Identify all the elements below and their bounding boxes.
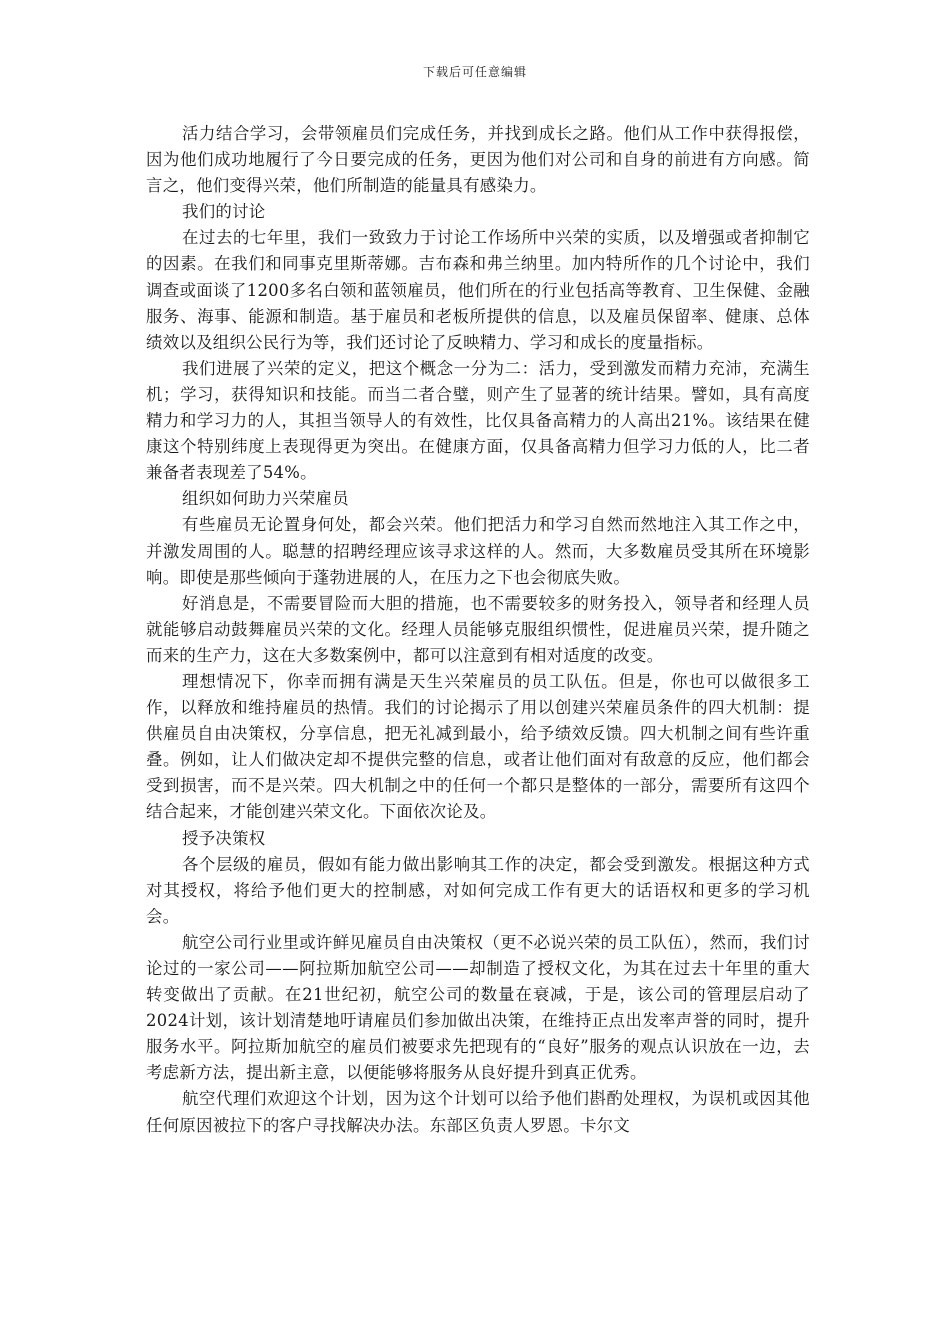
section-heading: 授予决策权 bbox=[182, 828, 266, 848]
paragraph: 航空公司行业里或许鲜见雇员自由决策权（更不必说兴荣的员工队伍），然而，我们讨论过的一家公司——阿拉斯加航空公司——却制造了授权文化，为其在过去十年里的重大转变做出了贡献。在21世纪初，航空公司的数量在衰减，于是，该公司的管理层启动了2024计划，该计划清楚地吁请雇员们参加做出决策，在维持正点出发率声誉的同时，提升服务水平。阿拉斯加航空的雇员们被要求先把现有的“良好”服务的观点认识放在一边，去考虑新方法，提出新主意，以便能够将服务从良好提升到真正优秀。 bbox=[146, 932, 810, 1083]
page-header: 下载后可任意编辑 bbox=[422, 65, 527, 79]
paragraph: 航空代理们欢迎这个计划，因为这个计划可以给予他们斟酌处理权，为误机或因其他任何原因被拉下的客户寻找解决办法。东部区负责人罗恩。卡尔文 bbox=[146, 1089, 810, 1135]
paragraph: 有些雇员无论置身何处，都会兴荣。他们把活力和学习自然而然地注入其工作之中，并激发周围的人。聪慧的招聘经理应该寻求这样的人。然而，大多数雇员受其所在环境影响。即使是那些倾向于蓬勃进展的人，在压力之下也会彻底失败。 bbox=[146, 515, 810, 587]
paragraph: 活力结合学习，会带领雇员们完成任务，并找到成长之路。他们从工作中获得报偿，因为他们成功地履行了今日要完成的任务，更因为他们对公司和自身的前进有方向感。简言之，他们变得兴荣，他们所制造的能量具有感染力。 bbox=[146, 124, 810, 196]
paragraph: 在过去的七年里，我们一致致力于讨论工作场所中兴荣的实质，以及增强或者抑制它的因素。在我们和同事克里斯蒂娜。吉布森和弗兰纳里。加内特所作的几个讨论中，我们调查或面谈了1200多名白领和蓝领雇员，他们所在的行业包括高等教育、卫生保健、金融服务、海事、能源和制造。基于雇员和老板所提供的信息，以及雇员保留率、健康、总体绩效以及组织公民行为等，我们还讨论了反映精力、学习和成长的度量指标。 bbox=[146, 228, 810, 352]
paragraph: 理想情况下，你幸而拥有满是天生兴荣雇员的员工队伍。但是，你也可以做很多工作，以释放和维持雇员的热情。我们的讨论揭示了用以创建兴荣雇员条件的四大机制：提供雇员自由决策权，分享信息，把无礼减到最小，给予绩效反馈。四大机制之间有些许重叠。例如，让人们做决定却不提供完整的信息，或者让他们面对有敌意的反应，他们都会受到损害，而不是兴荣。四大机制之中的任何一个都只是整体的一部分，需要所有这四个结合起来，才能创建兴荣文化。下面依次论及。 bbox=[146, 671, 810, 822]
section-heading: 组织如何助力兴荣雇员 bbox=[182, 489, 349, 509]
document-body bbox=[146, 121, 810, 1139]
paragraph: 各个层级的雇员，假如有能力做出影响其工作的决定，都会受到激发。根据这种方式对其授权，将给予他们更大的控制感，对如何完成工作有更大的话语权和更多的学习机会。 bbox=[146, 854, 810, 926]
paragraph: 好消息是，不需要冒险而大胆的措施，也不需要较多的财务投入，领导者和经理人员就能够启动鼓舞雇员兴荣的文化。经理人员能够克服组织惯性，促进雇员兴荣，提升随之而来的生产力，这在大多数案例中，都可以注意到有相对适度的改变。 bbox=[146, 593, 810, 665]
section-heading: 我们的讨论 bbox=[182, 202, 266, 222]
paragraph: 我们进展了兴荣的定义，把这个概念一分为二：活力，受到激发而精力充沛，充满生机；学习，获得知识和技能。而当二者合璧，则产生了显著的统计结果。譬如，具有高度精力和学习力的人，其担当领导人的有效性，比仅具备高精力的人高出21%。该结果在健康这个特别纬度上表现得更为突出。在健康方面，仅具备高精力但学习力低的人，比二者兼备者表现差了54%。 bbox=[146, 358, 810, 483]
